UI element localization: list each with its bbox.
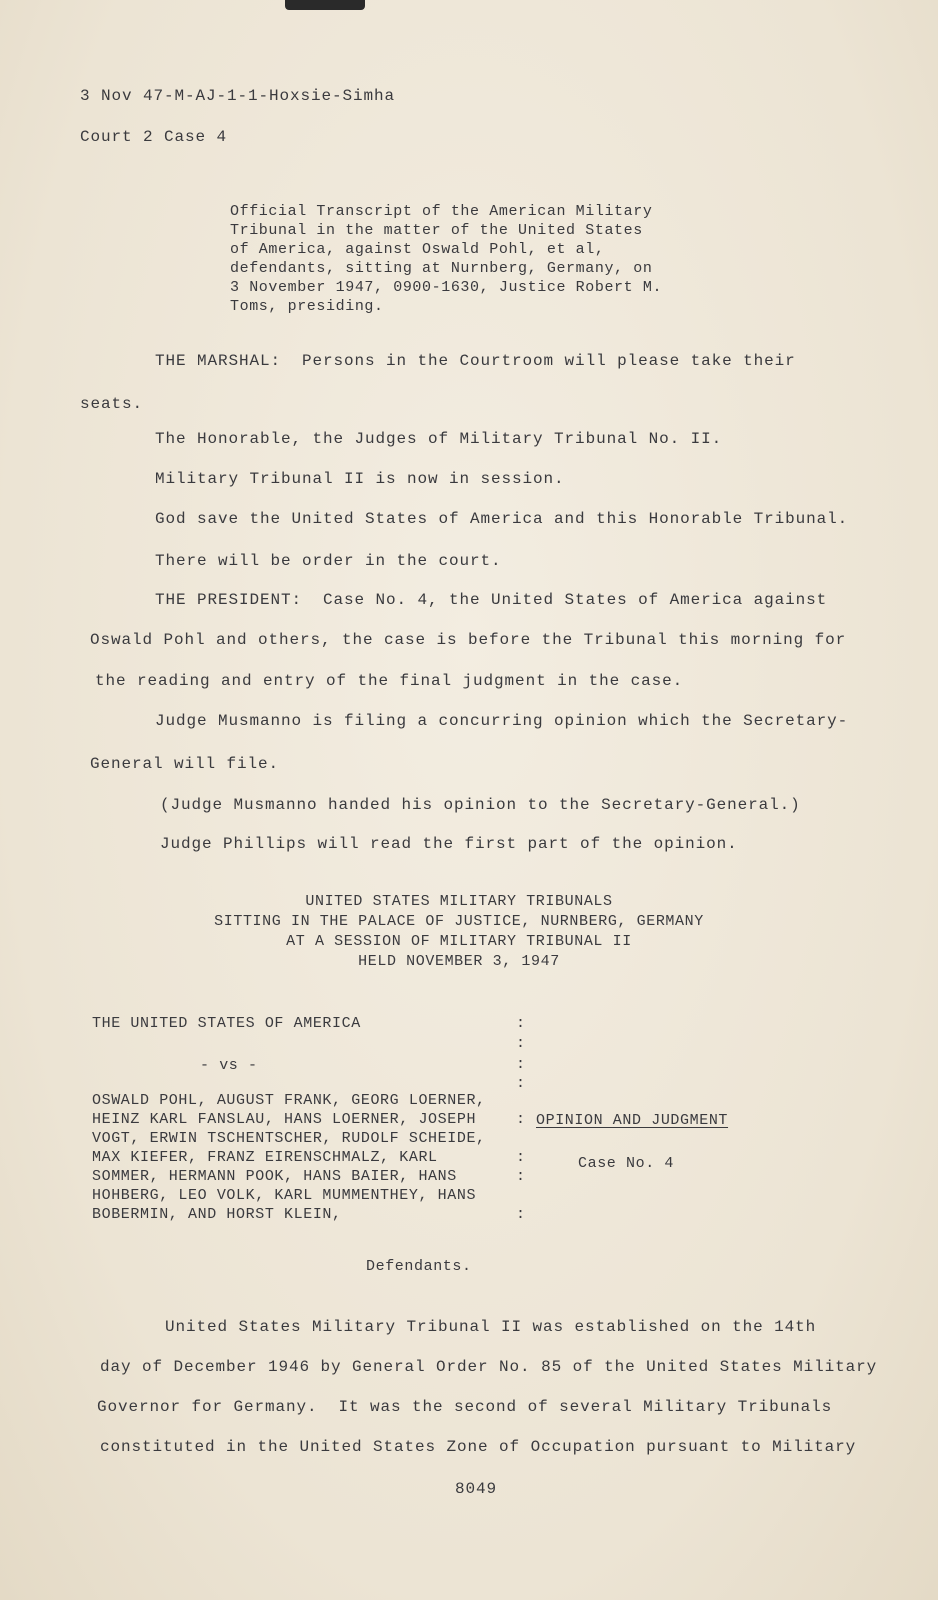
versus: - vs - (200, 1057, 258, 1074)
proceedings-line: Judge Musmanno is filing a concurring opinion which the Secretary- (155, 712, 849, 730)
document-reference: 3 Nov 47-M-AJ-1-1-Hoxsie-Simha (80, 87, 396, 105)
binder-tab (285, 0, 365, 10)
caption-colon: : (516, 1206, 526, 1223)
intro-line: Official Transcript of the American Military (230, 203, 653, 220)
intro-line: Tribunal in the matter of the United States (230, 222, 643, 239)
intro-line: of America, against Oswald Pohl, et al, (230, 241, 605, 258)
body-line: constituted in the United States Zone of Occupation pursuant to Military (100, 1438, 857, 1456)
body-line: United States Military Tribunal II was established on the 14th (165, 1318, 817, 1336)
title-line: SITTING IN THE PALACE OF JUSTICE, NURNBERG, GERMANY (214, 913, 704, 930)
defendant-line: HOHBERG, LEO VOLK, KARL MUMMENTHEY, HANS (92, 1187, 477, 1204)
defendant-line: BOBERMIN, AND HORST KLEIN, (92, 1206, 342, 1223)
case-number: Case No. 4 (578, 1155, 675, 1172)
caption-colon: : (516, 1168, 526, 1185)
proceedings-line: General will file. (90, 755, 280, 773)
defendant-line: OSWALD POHL, AUGUST FRANK, GEORG LOERNER, (92, 1092, 486, 1109)
proceedings-line: seats. (80, 395, 144, 413)
proceedings-line: There will be order in the court. (155, 552, 502, 570)
court-case: Court 2 Case 4 (80, 128, 228, 146)
proceedings-line: Military Tribunal II is now in session. (155, 470, 565, 488)
title-line: HELD NOVEMBER 3, 1947 (358, 953, 560, 970)
caption-colon: : (516, 1111, 526, 1128)
proceedings-line: (Judge Musmanno handed his opinion to the Secretary-General.) (160, 796, 801, 814)
intro-line: Toms, presiding. (230, 298, 384, 315)
proceedings-line: The Honorable, the Judges of Military Tribunal No. II. (155, 430, 723, 448)
proceedings-line: God save the United States of America and this Honorable Tribunal. (155, 510, 849, 528)
proceedings-line: Judge Phillips will read the first part of the opinion. (160, 835, 738, 853)
defendant-line: SOMMER, HERMANN POOK, HANS BAIER, HANS (92, 1168, 457, 1185)
proceedings-line: THE MARSHAL: Persons in the Courtroom will please take their (155, 352, 796, 370)
caption-colon: : (516, 1056, 526, 1073)
caption-colon: : (516, 1035, 526, 1052)
opinion-title: OPINION AND JUDGMENT (536, 1112, 729, 1129)
defendants-label: Defendants. (366, 1258, 472, 1275)
proceedings-line: Oswald Pohl and others, the case is before the Tribunal this morning for (90, 631, 847, 649)
title-line: UNITED STATES MILITARY TRIBUNALS (305, 893, 613, 910)
defendant-line: VOGT, ERWIN TSCHENTSCHER, RUDOLF SCHEIDE, (92, 1130, 486, 1147)
defendant-line: HEINZ KARL FANSLAU, HANS LOERNER, JOSEPH (92, 1111, 477, 1128)
intro-line: defendants, sitting at Nurnberg, Germany, on (230, 260, 653, 277)
intro-line: 3 November 1947, 0900-1630, Justice Robert M. (230, 279, 663, 296)
plaintiff: THE UNITED STATES OF AMERICA (92, 1015, 361, 1032)
defendant-line: MAX KIEFER, FRANZ EIRENSCHMALZ, KARL (92, 1149, 438, 1166)
title-line: AT A SESSION OF MILITARY TRIBUNAL II (286, 933, 632, 950)
proceedings-line: THE PRESIDENT: Case No. 4, the United States of America against (155, 591, 828, 609)
body-line: day of December 1946 by General Order No. 85 of the United States Military (100, 1358, 878, 1376)
caption-colon: : (516, 1149, 526, 1166)
body-line: Governor for Germany. It was the second of several Military Tribunals (97, 1398, 833, 1416)
proceedings-line: the reading and entry of the final judgment in the case. (95, 672, 684, 690)
caption-colon: : (516, 1015, 526, 1032)
caption-colon: : (516, 1075, 526, 1092)
page-number: 8049 (455, 1480, 498, 1498)
